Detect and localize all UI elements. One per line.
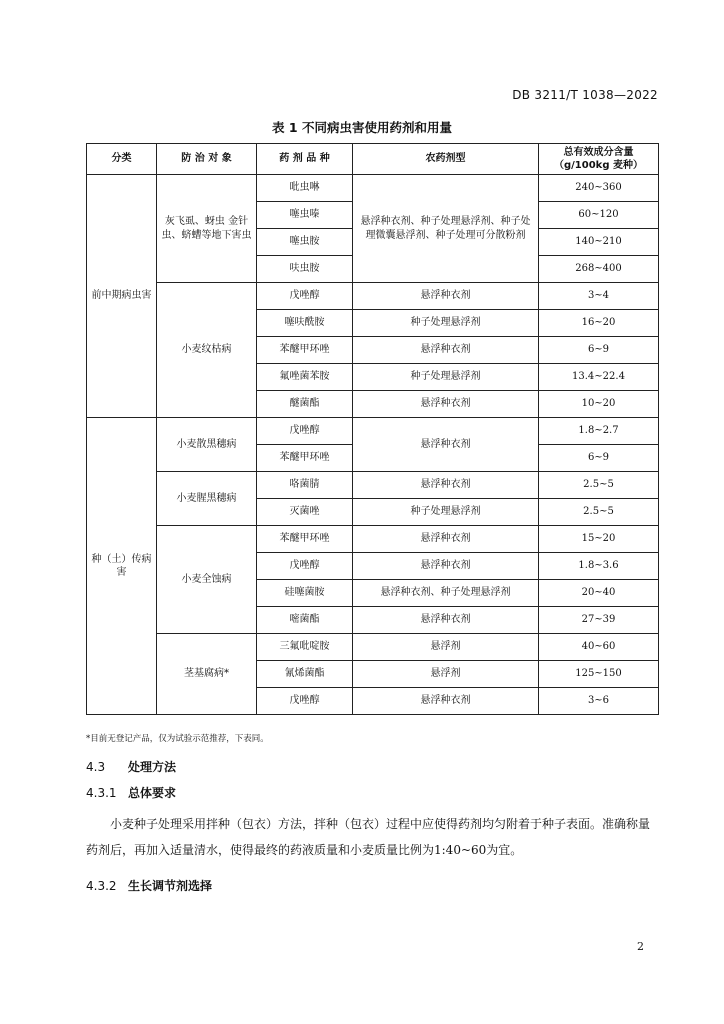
header-formulation: 农药剂型: [353, 144, 539, 175]
table-header-row: [87, 144, 659, 175]
section-number: 4.3.1: [86, 786, 117, 800]
group-cell: 种（土）传病害: [87, 418, 157, 715]
formulation-cell: 悬浮种衣剂: [353, 688, 539, 715]
target-cell: 小麦全蚀病: [157, 526, 257, 634]
dose-cell: 3~4: [539, 283, 659, 310]
formulation-cell: 悬浮种衣剂: [353, 526, 539, 553]
body-paragraph: 小麦种子处理采用拌种（包衣）方法，拌种（包衣）过程中应使得药剂均匀附着于种子表面。准确称量药剂后，再加入适量清水，使得最终的药液质量和小麦质量比例为1:40~60为宜。: [86, 817, 651, 857]
dose-cell: 40~60: [539, 634, 659, 661]
section-title: 生长调节剂选择: [128, 879, 213, 893]
drug-cell: 戊唑醇: [257, 418, 353, 445]
target-cell: 小麦纹枯病: [157, 283, 257, 418]
dose-cell: 10~20: [539, 391, 659, 418]
drug-cell: 三氟吡啶胺: [257, 634, 353, 661]
dose-cell: 125~150: [539, 661, 659, 688]
dose-cell: 1.8~3.6: [539, 553, 659, 580]
drug-cell: 噻呋酰胺: [257, 310, 353, 337]
dose-cell: 1.8~2.7: [539, 418, 659, 445]
table-footnote: *目前无登记产品，仅为试验示范推荐，下表同。: [86, 734, 269, 744]
dose-cell: 2.5~5: [539, 472, 659, 499]
formulation-cell: 悬浮种衣剂、种子处理悬浮剂、种子处理微囊悬浮剂、种子处理可分散粉剂: [353, 175, 539, 283]
drug-cell: 戊唑醇: [257, 553, 353, 580]
drug-cell: 咯菌腈: [257, 472, 353, 499]
drug-cell: 醚菌酯: [257, 391, 353, 418]
header-drug: 药 剂 品 种: [257, 144, 353, 175]
formulation-cell: 种子处理悬浮剂: [353, 499, 539, 526]
formulation-cell: 种子处理悬浮剂: [353, 364, 539, 391]
pesticide-table: [86, 143, 659, 715]
formulation-cell: 悬浮种衣剂: [353, 472, 539, 499]
drug-cell: 硅噻菌胺: [257, 580, 353, 607]
header-category: 分类: [87, 144, 157, 175]
drug-cell: 氟唑菌苯胺: [257, 364, 353, 391]
target-cell: 灰飞虱、蚜虫 金针虫、蛴螬等地下害虫: [157, 175, 257, 283]
formulation-cell: 悬浮种衣剂、种子处理悬浮剂: [353, 580, 539, 607]
table-row: [87, 175, 659, 202]
formulation-cell: 悬浮剂: [353, 661, 539, 688]
section-title: 处理方法: [128, 760, 177, 774]
dose-cell: 20~40: [539, 580, 659, 607]
drug-cell: 呋虫胺: [257, 256, 353, 283]
dose-cell: 16~20: [539, 310, 659, 337]
formulation-cell: 悬浮种衣剂: [353, 391, 539, 418]
table-row: [87, 283, 659, 310]
header-dose: 总有效成分含量（g/100kg 麦种）: [539, 144, 659, 175]
drug-cell: 嘧菌酯: [257, 607, 353, 634]
dose-cell: 13.4~22.4: [539, 364, 659, 391]
drug-cell: 苯醚甲环唑: [257, 337, 353, 364]
dose-cell: 6~9: [539, 445, 659, 472]
dose-cell: 60~120: [539, 202, 659, 229]
drug-cell: 吡虫啉: [257, 175, 353, 202]
group-cell: 前中期病虫害: [87, 175, 157, 418]
table-row: [87, 418, 659, 445]
target-cell: 小麦腥黑穗病: [157, 472, 257, 526]
dose-cell: 2.5~5: [539, 499, 659, 526]
target-cell: 茎基腐病*: [157, 634, 257, 715]
formulation-cell: 种子处理悬浮剂: [353, 310, 539, 337]
drug-cell: 苯醚甲环唑: [257, 445, 353, 472]
formulation-cell: 悬浮种衣剂: [353, 418, 539, 472]
table-row: [87, 526, 659, 553]
dose-cell: 27~39: [539, 607, 659, 634]
table-row: [87, 634, 659, 661]
dose-cell: 268~400: [539, 256, 659, 283]
formulation-cell: 悬浮种衣剂: [353, 553, 539, 580]
formulation-cell: 悬浮种衣剂: [353, 283, 539, 310]
drug-cell: 氰烯菌酯: [257, 661, 353, 688]
dose-cell: 15~20: [539, 526, 659, 553]
formulation-cell: 悬浮剂: [353, 634, 539, 661]
drug-cell: 戊唑醇: [257, 283, 353, 310]
drug-cell: 苯醚甲环唑: [257, 526, 353, 553]
section-heading-4-3-2: [86, 877, 212, 894]
table-title: 表 1 不同病虫害使用药剂和用量: [272, 120, 452, 135]
section-number: 4.3: [86, 760, 106, 774]
drug-cell: 噻虫胺: [257, 229, 353, 256]
dose-cell: 6~9: [539, 337, 659, 364]
formulation-cell: 悬浮种衣剂: [353, 337, 539, 364]
target-cell: 小麦散黑穗病: [157, 418, 257, 472]
drug-cell: 灭菌唑: [257, 499, 353, 526]
section-number: 4.3.2: [86, 879, 117, 893]
section-heading-4-3-1: [86, 784, 176, 801]
document-code: DB 3211/T 1038—2022: [512, 88, 658, 102]
table-row: [87, 472, 659, 499]
drug-cell: 戊唑醇: [257, 688, 353, 715]
section-title: 总体要求: [128, 786, 177, 800]
section-heading-4-3: [86, 758, 176, 775]
header-target: 防 治 对 象: [157, 144, 257, 175]
dose-cell: 240~360: [539, 175, 659, 202]
drug-cell: 噻虫嗪: [257, 202, 353, 229]
dose-cell: 3~6: [539, 688, 659, 715]
page-number: 2: [637, 940, 644, 953]
formulation-cell: 悬浮种衣剂: [353, 607, 539, 634]
dose-cell: 140~210: [539, 229, 659, 256]
